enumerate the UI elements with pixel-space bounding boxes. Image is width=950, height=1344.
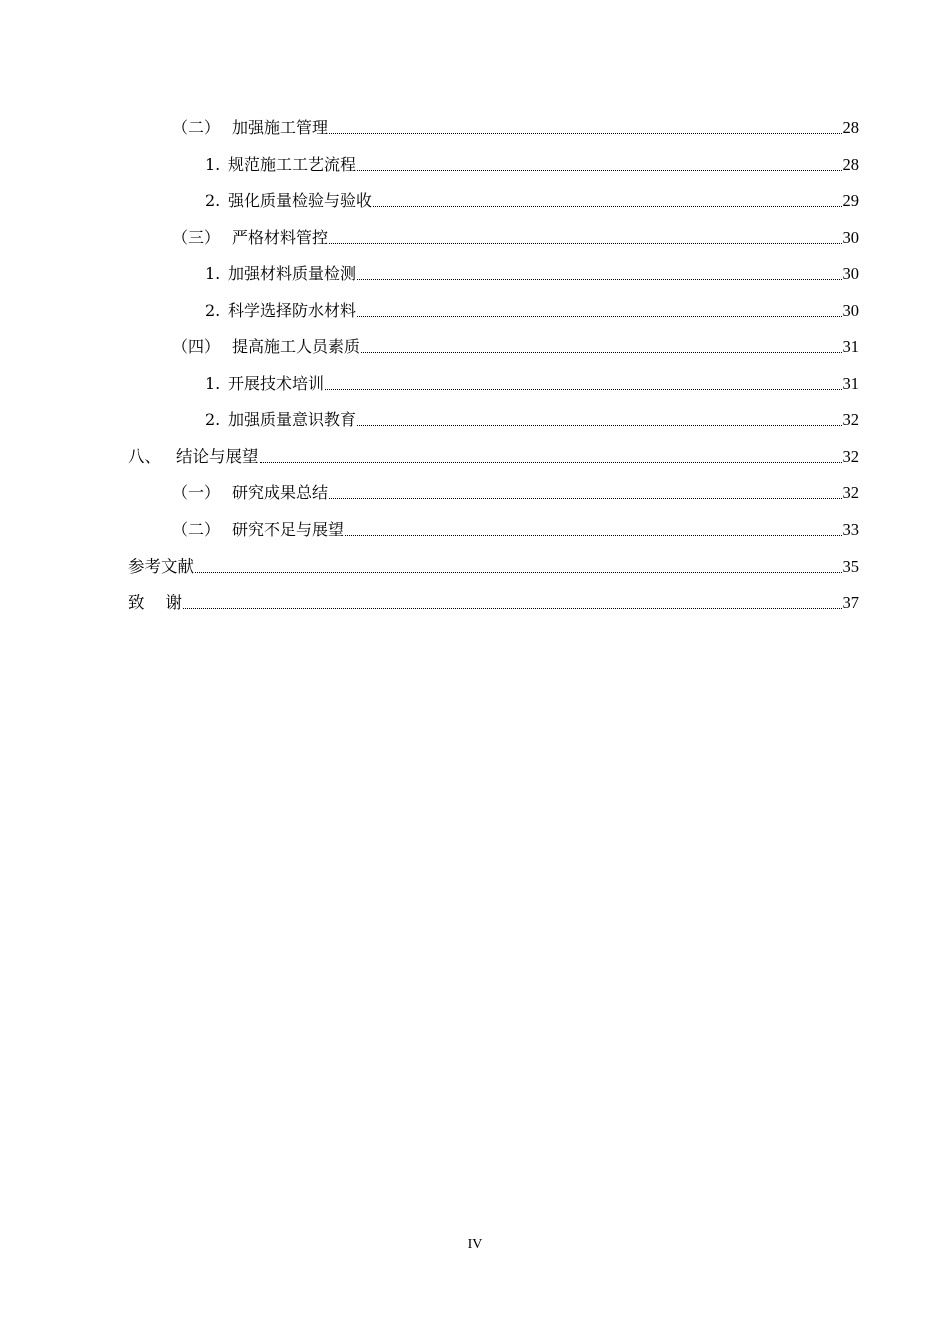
toc-entry[interactable] — [205, 151, 859, 175]
toc-entry-title: 科学选择防水材料 — [228, 301, 357, 320]
dot-leader — [329, 498, 841, 499]
toc-entry-page: 30 — [842, 228, 859, 247]
toc-entry-number: 2. — [205, 191, 221, 210]
toc-entry-title: 开展技术培训 — [228, 374, 325, 393]
dot-leader — [357, 170, 841, 171]
dot-leader — [195, 572, 842, 573]
page-number: IV — [467, 1237, 483, 1252]
toc-entry-title: 加强质量意识教育 — [228, 410, 357, 429]
toc-entry-number: 1. — [205, 264, 221, 283]
toc-entry-number: （一） — [172, 483, 221, 502]
toc-entry[interactable] — [205, 406, 859, 430]
toc-entry-title: 加强施工管理 — [232, 118, 329, 137]
toc-entry[interactable] — [172, 333, 859, 357]
toc-entry[interactable] — [128, 553, 859, 577]
dot-leader — [260, 462, 842, 463]
toc-entry-number: 1. — [205, 155, 221, 174]
toc-entry-title: 规范施工工艺流程 — [228, 155, 357, 174]
toc-entry[interactable] — [128, 443, 859, 467]
toc-entry-page: 31 — [842, 374, 859, 393]
toc-entry-title: 加强材料质量检测 — [228, 264, 357, 283]
dot-leader — [357, 425, 841, 426]
dot-leader — [357, 316, 841, 317]
toc-entry-title: 研究成果总结 — [232, 483, 329, 502]
dot-leader — [373, 206, 841, 207]
toc-entry-number: （二） — [172, 520, 221, 539]
toc-entry-number: 2. — [205, 410, 221, 429]
toc-entry-page: 29 — [842, 191, 859, 210]
toc-entry-title: 研究不足与展望 — [232, 520, 345, 539]
toc-entry[interactable] — [172, 224, 859, 248]
toc-entry[interactable] — [172, 516, 859, 540]
toc-entry[interactable] — [172, 114, 859, 138]
toc-entry-number: 八、 — [128, 447, 161, 466]
toc-entry-page: 32 — [842, 410, 859, 429]
toc-entry-page: 32 — [842, 483, 859, 502]
toc-entry-page: 32 — [842, 447, 859, 466]
dot-leader — [329, 243, 841, 244]
toc-entry-number: （二） — [172, 118, 221, 137]
toc-entry-page: 30 — [842, 264, 859, 283]
toc-entry-page: 30 — [842, 301, 859, 320]
toc-entry-number: （三） — [172, 228, 221, 247]
toc-entry-page: 33 — [842, 520, 859, 539]
dot-leader — [357, 279, 841, 280]
dot-leader — [325, 389, 841, 390]
toc-entry[interactable] — [172, 479, 859, 503]
toc-entry-number: 2. — [205, 301, 221, 320]
dot-leader — [329, 133, 841, 134]
toc-entry[interactable] — [205, 260, 859, 284]
toc-entry-title: 致 谢 — [128, 593, 182, 612]
toc-entry-title: 结论与展望 — [176, 447, 259, 466]
toc-entry-title: 强化质量检验与验收 — [228, 191, 373, 210]
toc-entry[interactable] — [205, 187, 859, 211]
dot-leader — [183, 608, 842, 609]
toc-entry-page: 37 — [842, 593, 859, 612]
toc-entry-number: 1. — [205, 374, 221, 393]
toc-entry[interactable] — [205, 370, 859, 394]
toc-entry-title: 严格材料管控 — [232, 228, 329, 247]
dot-leader — [361, 352, 841, 353]
toc-entry-page: 31 — [842, 337, 859, 356]
toc-entry-title: 参考文献 — [128, 557, 194, 576]
toc-entry[interactable] — [128, 589, 859, 613]
toc-entry-page: 28 — [842, 155, 859, 174]
toc-entry-page: 35 — [842, 557, 859, 576]
dot-leader — [345, 535, 841, 536]
toc-entry[interactable] — [205, 297, 859, 321]
toc-entry-number: （四） — [172, 337, 221, 356]
toc-entry-page: 28 — [842, 118, 859, 137]
toc-entry-title: 提高施工人员素质 — [232, 337, 361, 356]
